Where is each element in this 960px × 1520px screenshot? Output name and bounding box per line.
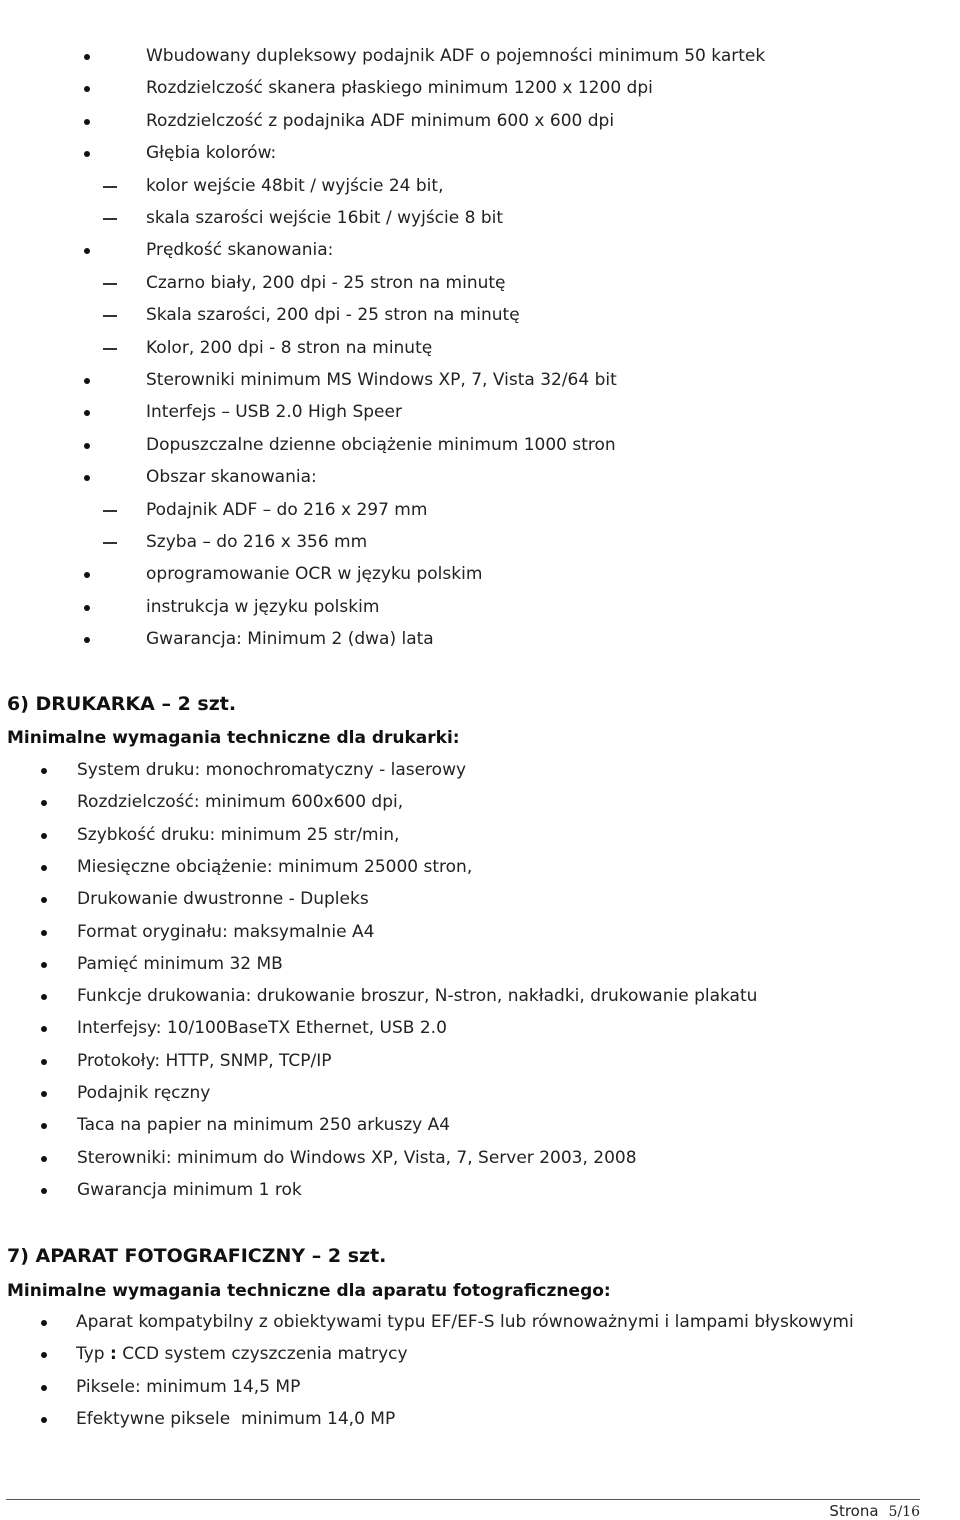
bullet-marker	[84, 572, 90, 578]
bullet-marker	[41, 897, 47, 903]
bullet-marker	[41, 930, 47, 936]
dash-marker	[103, 186, 117, 188]
list-item: Kolor, 200 dpi - 8 stron na minutę	[146, 338, 433, 358]
dash-marker	[103, 315, 117, 317]
bullet-marker	[41, 1385, 47, 1391]
bullet-marker	[41, 1352, 47, 1358]
list-item	[76, 1408, 395, 1430]
printer-requirements-subheading: Minimalne wymagania techniczne dla drukarki:	[7, 728, 460, 748]
page-footer	[829, 1502, 920, 1520]
bullet-marker	[41, 994, 47, 1000]
dash-marker	[103, 510, 117, 512]
list-item-prefix: Typ	[76, 1344, 110, 1364]
list-item	[76, 1376, 300, 1398]
list-item: Gwarancja minimum 1 rok	[77, 1180, 302, 1200]
bullet-marker	[84, 248, 90, 254]
bullet-marker	[84, 86, 90, 92]
bullet-marker	[84, 378, 90, 384]
list-item: kolor wejście 48bit / wyjście 24 bit,	[146, 176, 444, 196]
list-item: Format oryginału: maksymalnie A4	[77, 922, 375, 942]
list-item: Taca na papier na minimum 250 arkuszy A4	[77, 1115, 451, 1135]
printer-section-heading: 6) DRUKARKA – 2 szt.	[7, 693, 237, 715]
bullet-marker	[84, 605, 90, 611]
list-item: instrukcja w języku polskim	[146, 597, 380, 617]
bullet-marker	[41, 1188, 47, 1194]
camera-requirements-subheading: Minimalne wymagania techniczne dla aparatu fotograficznego:	[7, 1281, 611, 1301]
list-item: skala szarości wejście 16bit / wyjście 8 bit	[146, 208, 504, 228]
list-item: Wbudowany dupleksowy podajnik ADF o pojemności minimum 50 kartek	[146, 46, 766, 66]
list-item: Szybkość druku: minimum 25 str/min,	[77, 825, 400, 845]
bullet-marker	[84, 151, 90, 157]
list-item: Drukowanie dwustronne - Dupleks	[77, 889, 369, 909]
list-item: Rozdzielczość: minimum 600x600 dpi,	[77, 792, 404, 812]
dash-marker	[103, 218, 117, 220]
dash-marker	[103, 348, 117, 350]
camera-section-heading: 7) APARAT FOTOGRAFICZNY – 2 szt.	[7, 1245, 387, 1267]
bullet-marker	[41, 1059, 47, 1065]
list-item: oprogramowanie OCR w języku polskim	[146, 564, 483, 584]
list-item-text: CCD system czyszczenia matrycy	[116, 1344, 408, 1364]
list-item: Rozdzielczość z podajnika ADF minimum 600 x 600 dpi	[146, 111, 615, 131]
list-item: Sterowniki minimum MS Windows XP, 7, Vista 32/64 bit	[146, 370, 617, 390]
bullet-marker	[84, 54, 90, 60]
list-item-text: Piksele: minimum 14,5 MP	[76, 1377, 301, 1397]
bullet-marker	[41, 768, 47, 774]
bullet-marker	[41, 833, 47, 839]
list-item: Sterowniki: minimum do Windows XP, Vista, 7, Server 2003, 2008	[77, 1148, 637, 1168]
list-item: Gwarancja: Minimum 2 (dwa) lata	[146, 629, 434, 649]
list-item: Szyba – do 216 x 356 mm	[146, 532, 368, 552]
list-item: Protokoły: HTTP, SNMP, TCP/IP	[77, 1051, 332, 1071]
footer-rule	[6, 1499, 920, 1500]
bullet-marker	[41, 865, 47, 871]
list-item: Obszar skanowania:	[146, 467, 317, 487]
list-item: Prędkość skanowania:	[146, 240, 334, 260]
list-item: Rozdzielczość skanera płaskiego minimum 1200 x 1200 dpi	[146, 78, 653, 98]
list-item: Czarno biały, 200 dpi - 25 stron na minutę	[146, 273, 506, 293]
list-item: Podajnik ręczny	[77, 1083, 211, 1103]
bullet-marker	[41, 1156, 47, 1162]
bullet-marker	[41, 1123, 47, 1129]
list-item	[76, 1311, 854, 1333]
list-item: System druku: monochromatyczny - laserowy	[77, 760, 467, 780]
list-item	[76, 1343, 408, 1365]
bullet-marker	[84, 475, 90, 481]
bullet-marker	[84, 443, 90, 449]
bullet-marker	[41, 800, 47, 806]
list-item: Interfejsy: 10/100BaseTX Ethernet, USB 2.0	[77, 1018, 447, 1038]
bullet-marker	[41, 1320, 47, 1326]
bullet-marker	[84, 119, 90, 125]
page-number: 5/16	[888, 1504, 920, 1520]
list-item-bold: :	[110, 1344, 117, 1364]
list-item: Pamięć minimum 32 MB	[77, 954, 283, 974]
list-item: Głębia kolorów:	[146, 143, 277, 163]
dash-marker	[103, 283, 117, 285]
bullet-marker	[41, 1026, 47, 1032]
bullet-marker	[41, 962, 47, 968]
list-item-text: Efektywne piksele minimum 14,0 MP	[76, 1409, 396, 1429]
bullet-marker	[84, 410, 90, 416]
bullet-marker	[41, 1417, 47, 1423]
list-item: Interfejs – USB 2.0 High Speer	[146, 402, 402, 422]
list-item-text: Aparat kompatybilny z obiektywami typu EF/EF-S lub równoważnymi i lampami błyskowymi	[76, 1312, 854, 1332]
list-item: Podajnik ADF – do 216 x 297 mm	[146, 500, 428, 520]
bullet-marker	[84, 637, 90, 643]
bullet-marker	[41, 1091, 47, 1097]
footer-label: Strona	[829, 1502, 879, 1520]
list-item: Miesięczne obciążenie: minimum 25000 stron,	[77, 857, 473, 877]
list-item: Dopuszczalne dzienne obciążenie minimum 1000 stron	[146, 435, 616, 455]
list-item: Skala szarości, 200 dpi - 25 stron na minutę	[146, 305, 520, 325]
dash-marker	[103, 542, 117, 544]
list-item: Funkcje drukowania: drukowanie broszur, N-stron, nakładki, drukowanie plakatu	[77, 986, 758, 1006]
